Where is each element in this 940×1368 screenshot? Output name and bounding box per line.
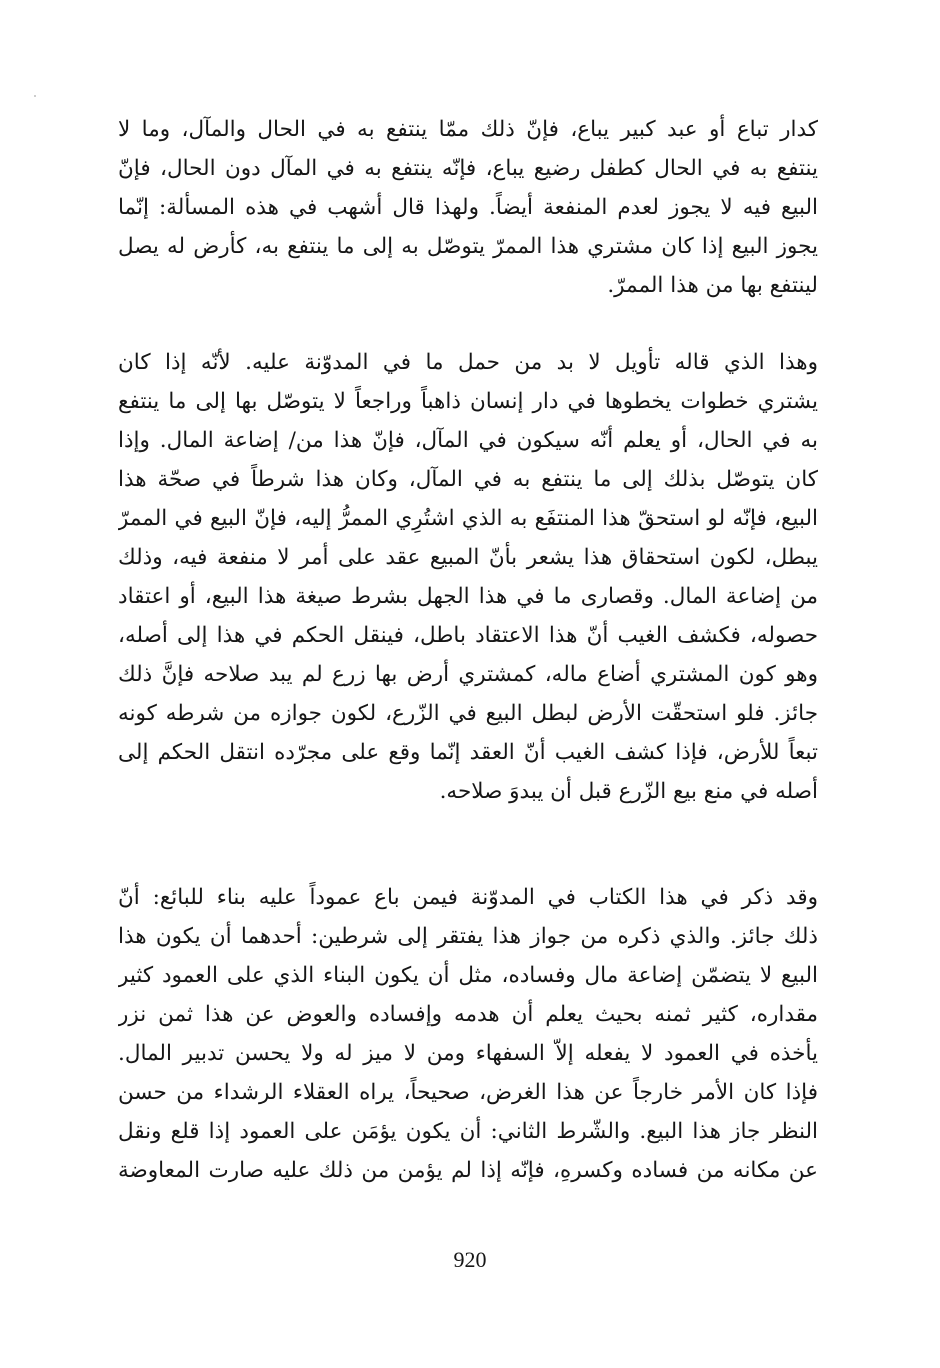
paragraph-line: وهو كون المشتري أضاع ماله، كمشتري أرض بها زرع لم يبد صلاحه فإنَّ ذلك — [118, 662, 818, 687]
paragraph-line: البيع فيه لا يجوز لعدم المنفعة أيضاً. ولهذا قال أشهب في هذه المسألة: إنّما — [118, 195, 818, 220]
paragraph-line: البيع، فإنّه لو استحقّ هذا المنتفَع به الذي اشتُرِي الممرُّ إليه، فإنّ البيع في الممرّ — [118, 506, 818, 531]
paragraph-1 — [118, 110, 818, 305]
paragraph-line: تبعاً للأرض، فإذا كشف الغيب أنّ العقد إنّما وقع على مجرّده انتقل الحكم إلى — [118, 740, 818, 765]
paragraph-line: فإذا كان الأمر خارجاً عن هذا الغرض، صحيحاً، يراه العقلاء الرشداء من حسن — [118, 1080, 818, 1105]
paragraph-3 — [118, 878, 818, 1190]
paragraph-line: حصوله، فكشف الغيب أنّ هذا الاعتقاد باطل، فينقل الحكم في هذا إلى أصله، — [118, 623, 818, 648]
paragraph-line: مقداره، كثير ثمنه بحيث يعلم أن هدمه وإفساده والعوض عن هذا ثمن نزر — [118, 1002, 818, 1027]
paragraph-line: عن مكانه من فساده وكسرهِ، فإنّه إذا لم يؤمن من ذلك عليه صارت المعاوضة — [118, 1158, 818, 1183]
paragraph-line: لينتفع بها من هذا الممرّ. — [607, 273, 818, 298]
paragraph-line: وقد ذكر في هذا الكتاب في المدوّنة فيمن باع عموداً عليه بناء للبائع: أنّ — [118, 885, 818, 910]
paragraph-line: وهذا الذي قاله تأويل لا بد من حمل ما في المدوّنة عليه. لأنّه إذا كان — [118, 350, 818, 375]
page-number: 920 — [453, 1247, 487, 1272]
paragraph-line: أصله في منع بيع الزّرع قبل أن يبدوَ صلاحه. — [439, 779, 818, 804]
paragraph-line: يبطل، لكون استحقاق هذا يشعر بأنّ المبيع عقد على أمر لا منفعة فيه، وذلك — [118, 545, 818, 570]
paragraph-line: كان يتوصّل بذلك إلى ما ينتفع به في المآل، وكان هذا شرطاً في صحّة هذا — [118, 467, 818, 492]
paragraph-line: يجوز البيع إذا كان مشتري هذا الممرّ يتوصّل به إلى ما ينتفع به، كأرض له يصل — [118, 234, 818, 259]
paragraph-line: من إضاعة المال. وقصارى ما في هذا الجهل بشرط صيغة هذا البيع، أو اعتقاد — [118, 584, 818, 609]
paragraph-line: جائز. فلو استحقّت الأرض لبطل البيع في الزّرع، لكون جوازه من شرطه كونه — [118, 701, 818, 726]
paragraph-line: به في الحال، أو يعلم أنّه سيكون في المآل، فإنّ هذا من/ إضاعة المال. وإذا — [118, 428, 818, 453]
paragraph-2 — [118, 343, 818, 811]
paragraph-line: ذلك جائز. والذي ذكره من جواز هذا يفتقر إلى شرطين: أحدهما أن يكون هذا — [118, 924, 818, 949]
paragraph-line: يأخذه في العمود لا يفعله إلاّ السفهاء ومن لا ميز له ولا يحسن تدبير المال. — [118, 1041, 818, 1066]
paragraph-line: البيع لا يتضمّن إضاعة مال وفساده، مثل أن يكون البناء الذي على العمود كثير — [118, 963, 818, 988]
paragraph-line: يشتري خطوات يخطوها في دار إنسان ذاهباً وراجعاً لا يتوصّل بها إلى ما ينتفع — [118, 389, 818, 414]
paragraph-line: ينتفع به في الحال كطفل رضيع يباع، فإنّه ينتفع به في المآل دون الحال، فإنّ — [118, 156, 818, 181]
paragraph-line: النظر جاز هذا البيع. والشّرط الثاني: أن يكون يؤمَن على العمود إذا قلع ونقل — [118, 1119, 818, 1144]
scan-speck — [34, 95, 36, 97]
paragraph-line: كدار تباع أو عبد كبير يباع، فإنّ ذلك ممّا ينتفع به في الحال والمآل، وما لا — [118, 117, 818, 142]
